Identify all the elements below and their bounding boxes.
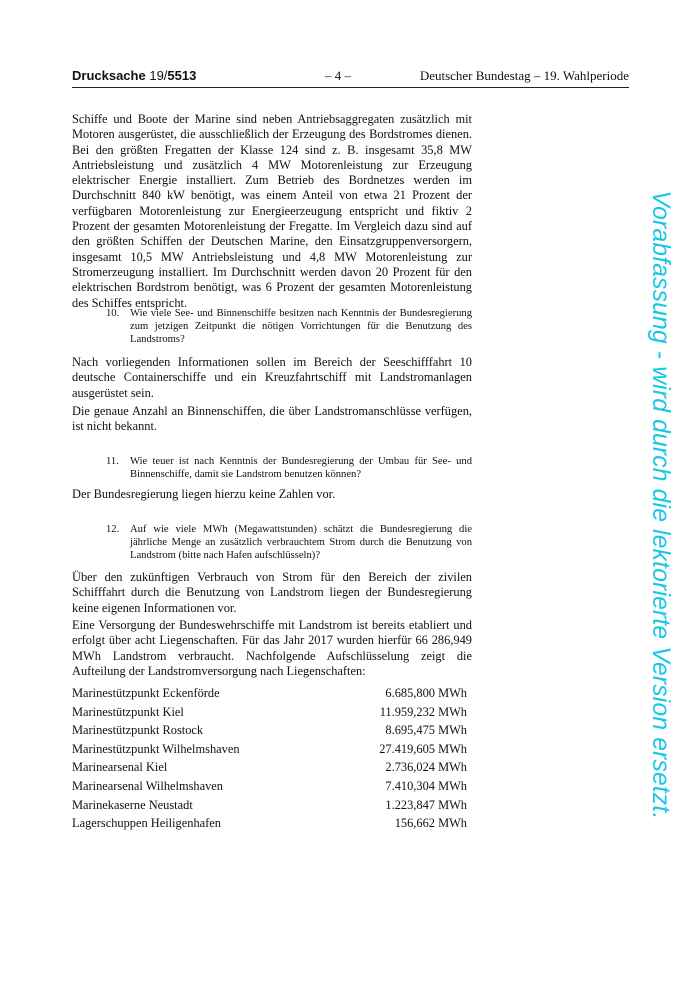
table-row bbox=[72, 814, 467, 833]
consumption-value: 27.419,605 MWh bbox=[379, 741, 467, 756]
question-text: Auf wie viele MWh (Megawattstunden) schätzt die Bundesregierung die jährliche Menge an zusätzlich verbrauchtem Strom durch die Benutzung von Landstrom (bitte nach Hafen aufschlüsseln)? bbox=[130, 524, 472, 561]
consumption-value: 6.685,800 MWh bbox=[385, 686, 467, 700]
table-row bbox=[72, 703, 467, 722]
answer-10-paragraph-1: Nach vorliegenden Informationen sollen im Bereich der Seeschifffahrt 10 deutsche Containerschiffe und ein Kreuzfahrtschiff mit Landstromanlagen ausgerüstet sein. bbox=[72, 355, 472, 400]
page-number: – 4 – bbox=[325, 68, 351, 83]
table-row bbox=[72, 758, 467, 777]
question-number: 12. bbox=[106, 524, 120, 535]
table-row bbox=[72, 740, 467, 759]
answer-10-paragraph-2: Die genaue Anzahl an Binnenschiffen, die über Landstromanschlüsse verfügen, ist nicht bekannt. bbox=[72, 404, 472, 434]
publisher-label: Deutscher Bundestag – 19. Wahlperiode bbox=[419, 68, 629, 83]
location-label: Marinekaserne Neustadt bbox=[72, 797, 193, 812]
answer-12-paragraph-2: Eine Versorgung der Bundeswehrschiffe mit Landstrom ist bereits etabliert und erfolgt über acht Liegenschaften. Für das Jahr 2017 wurden hierfür 66 286,949 MWh Landstrom verbraucht. Nachfolgende Aufschlüsselung zeigt die Aufteilung der Landstromversorgung nach Liegenschaften: bbox=[72, 618, 472, 678]
location-label: Marinearsenal Kiel bbox=[72, 760, 168, 775]
question-text: Wie teuer ist nach Kenntnis der Bundesregierung der Umbau für See- und Binnenschiffe, damit sie Landstrom benutzen können? bbox=[130, 456, 472, 480]
question-number: 11. bbox=[106, 456, 119, 467]
draft-watermark bbox=[646, 110, 674, 900]
question-number: 10. bbox=[106, 308, 120, 319]
consumption-value: 156,662 MWh bbox=[394, 816, 467, 831]
consumption-value: 7.410,304 MWh bbox=[385, 778, 467, 793]
location-label: Lagerschuppen Heiligenhafen bbox=[72, 816, 221, 831]
answer-11-paragraph: Der Bundesregierung liegen hierzu keine Zahlen vor. bbox=[72, 487, 336, 501]
location-label: Marinestützpunkt Eckenförde bbox=[72, 686, 220, 700]
consumption-value: 8.695,475 MWh bbox=[385, 723, 467, 738]
table-row bbox=[72, 684, 467, 703]
consumption-value: 1.223,847 MWh bbox=[385, 797, 467, 812]
location-label: Marinestützpunkt Kiel bbox=[72, 704, 184, 719]
doc-number: 5513 bbox=[167, 68, 197, 83]
watermark-text: Vorabfassung - wird durch die lektorierte Version ersetzt. bbox=[647, 190, 674, 820]
document-number bbox=[72, 68, 196, 83]
location-label: Marinearsenal Wilhelmshaven bbox=[72, 778, 224, 793]
consumption-value: 11.959,232 MWh bbox=[379, 704, 467, 719]
table-row bbox=[72, 796, 467, 815]
table-row bbox=[72, 721, 467, 740]
doc-label: Drucksache bbox=[72, 68, 146, 83]
answer-12-paragraph-1: Über den zukünftigen Verbrauch von Strom für den Bereich der zivilen Schifffahrt durch die Benutzung von Landstrom liegen der Bundesregierung keine eigenen Informationen vor. bbox=[72, 570, 472, 615]
consumption-value: 2.736,024 MWh bbox=[385, 760, 467, 775]
location-label: Marinestützpunkt Rostock bbox=[72, 723, 204, 738]
landstrom-consumption-table bbox=[72, 684, 467, 833]
location-label: Marinestützpunkt Wilhelmshaven bbox=[72, 741, 240, 756]
intro-paragraph: Schiffe und Boote der Marine sind neben Antriebsaggregaten zusätzlich mit Motoren ausgerüstet, die ausschließlich der Erzeugung des Bordstromes dienen. Bei den größten Fregatten der Klasse 124 sind z. B. insgesamt 35,8 MW Antriebsleistung und zusätzlich 4 MW Motorenleistung zur Erzeugung elektrischer Energie installiert. Zum Betrieb des Bordnetzes werden im Durchschnitt 840 kW benötigt, was einem Anteil von etwa 21 Prozent der verfügbaren Motorenleistung zur Energieerzeugung entspricht und fiktiv 2 Prozent der gesamten Motorenleistung der Fregatte. Im Vergleich dazu sind auf den größten Schiffen der Deutschen Marine, den Einsatzgruppenversorgern, insgesamt 10,5 MW Antriebsleistung und 4,8 MW Motorenleistung zur Stromerzeugung installiert. Im Durchschnitt werden davon 20 Prozent für den elektrischen Bordstrom benötigt, was 6 Prozent der gesamten Motorenleistung des Schiffes entspricht. bbox=[72, 112, 472, 310]
table-row bbox=[72, 777, 467, 796]
header-divider bbox=[72, 87, 629, 88]
question-text: Wie viele See- und Binnenschiffe besitzen nach Kenntnis der Bundesregierung zum jetzigen Zeitpunkt die nötigen Vorrichtungen für die Benutzung des Landstroms? bbox=[130, 308, 472, 345]
doc-number-prefix: 19/ bbox=[149, 68, 168, 83]
page-header bbox=[72, 68, 629, 86]
